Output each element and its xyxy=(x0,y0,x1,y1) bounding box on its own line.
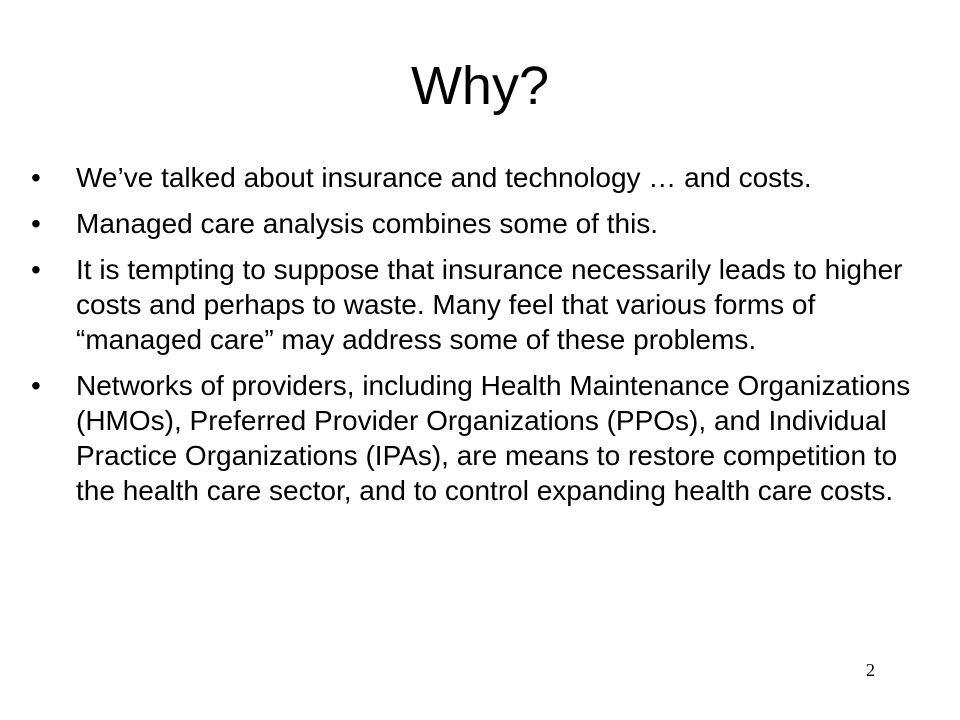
bullet-item xyxy=(31,206,932,241)
bullet-item xyxy=(31,368,932,508)
bullet-icon: • xyxy=(31,208,41,239)
bullet-icon: • xyxy=(31,370,41,401)
bullet-item xyxy=(31,252,932,357)
bullet-text: We’ve talked about insurance and technology … and costs. xyxy=(76,162,812,193)
bullet-list xyxy=(31,160,932,519)
bullet-icon: • xyxy=(31,162,41,193)
slide-title: Why? xyxy=(410,56,550,116)
bullet-text: It is tempting to suppose that insurance necessarily leads to higher costs and perhaps to waste. Many feel that various forms of “managed care” may address some of these problems. xyxy=(76,254,903,355)
bullet-text: Networks of providers, including Health Maintenance Organizations (HMOs), Preferred Provider Organizations (PPOs), and Individual Practice Organizations (IPAs), are means to restore competition to the health care sector, and to control expanding health care costs. xyxy=(76,370,911,506)
bullet-icon: • xyxy=(31,254,41,285)
bullet-text: Managed care analysis combines some of this. xyxy=(76,208,659,239)
bullet-item xyxy=(31,160,932,195)
slide-number: 2 xyxy=(866,660,875,680)
